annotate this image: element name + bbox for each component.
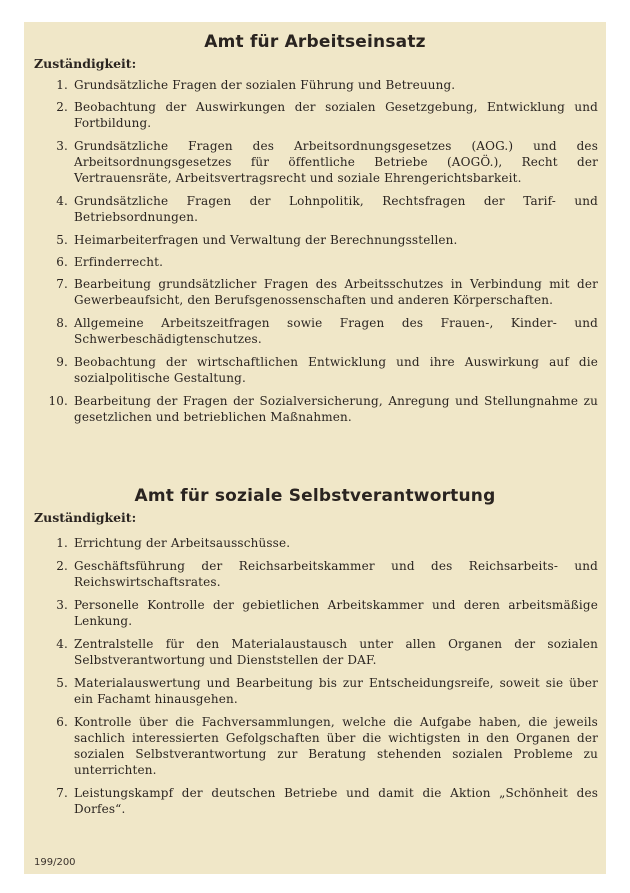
section1-label: Zuständigkeit: bbox=[34, 56, 137, 71]
list-item: 9. Beobachtung der wirtschaftlichen Entwicklung und ihre Auswirkung auf die sozialpolitische Gestaltung. bbox=[56, 355, 598, 385]
list-item: 4. Zentralstelle für den Materialaustausch unter allen Organen der sozialen Selbstverantwortung und Dienststellen der DAF. bbox=[56, 637, 598, 667]
list-item: 3. Grundsätzliche Fragen des Arbeitsordnungsgesetzes (AOG.) und des Arbeitsordnungsgesetzes für öffentliche Betriebe (AOGÖ.), Recht der Vertrauensräte, Arbeitsvertragsrecht und soziale Ehrengerichtsbarkeit. bbox=[56, 139, 598, 185]
list-item: 5. Materialauswertung und Bearbeitung bis zur Entscheidungsreife, soweit sie über ein Fachamt hinausgehen. bbox=[56, 676, 598, 706]
page-number: 199/200 bbox=[34, 857, 76, 868]
section1-list bbox=[34, 77, 598, 425]
list-item: 4. Grundsätzliche Fragen der Lohnpolitik, Rechtsfragen der Tarif- und Betriebsordnungen. bbox=[56, 194, 598, 224]
section1-title: Amt für Arbeitseinsatz bbox=[204, 32, 426, 52]
list-item: 10. Bearbeitung der Fragen der Sozialversicherung, Anregung und Stellungnahme zu gesetzlichen und betrieblichen Maßnahmen. bbox=[48, 394, 598, 424]
section2-label: Zuständigkeit: bbox=[34, 510, 137, 525]
list-item: 6. Kontrolle über die Fachversammlungen, welche die Aufgabe haben, die jeweils sachlich interessierten Gefolgschaften über die wichtigsten in den Organen der sozialen Selbstverantwortung zur Beratung stehenden sozialen Probleme zu unterrichten. bbox=[56, 715, 598, 777]
section2-title: Amt für soziale Selbstverantwortung bbox=[134, 486, 496, 506]
list-item: 2. Geschäftsführung der Reichsarbeitskammer und des Reichsarbeits- und Reichswirtschaftsrates. bbox=[56, 559, 598, 589]
list-item: 3. Personelle Kontrolle der gebietlichen Arbeitskammer und deren arbeitsmäßige Lenkung. bbox=[56, 598, 598, 628]
document-page bbox=[24, 22, 606, 874]
list-item: 1. Grundsätzliche Fragen der sozialen Führung und Betreuung. bbox=[56, 78, 456, 92]
list-item: 7. Bearbeitung grundsätzlicher Fragen des Arbeitsschutzes in Verbindung mit der Gewerbeaufsicht, den Berufsgenossenschaften und anderen Körperschaften. bbox=[56, 277, 598, 307]
section2-list bbox=[34, 535, 598, 817]
list-item: 2. Beobachtung der Auswirkungen der sozialen Gesetzgebung, Entwicklung und Fortbildung. bbox=[56, 100, 598, 130]
list-item: 8. Allgemeine Arbeitszeitfragen sowie Fragen des Frauen-, Kinder- und Schwerbeschädigtenschutzes. bbox=[56, 316, 598, 346]
list-item: 5. Heimarbeiterfragen und Verwaltung der Berechnungsstellen. bbox=[56, 233, 458, 247]
list-item: 7. Leistungskampf der deutschen Betriebe und damit die Aktion „Schönheit des Dorfes“. bbox=[56, 786, 598, 816]
list-item: 6. Erfinderrecht. bbox=[56, 255, 164, 269]
list-item: 1. Errichtung der Arbeitsausschüsse. bbox=[56, 536, 291, 550]
